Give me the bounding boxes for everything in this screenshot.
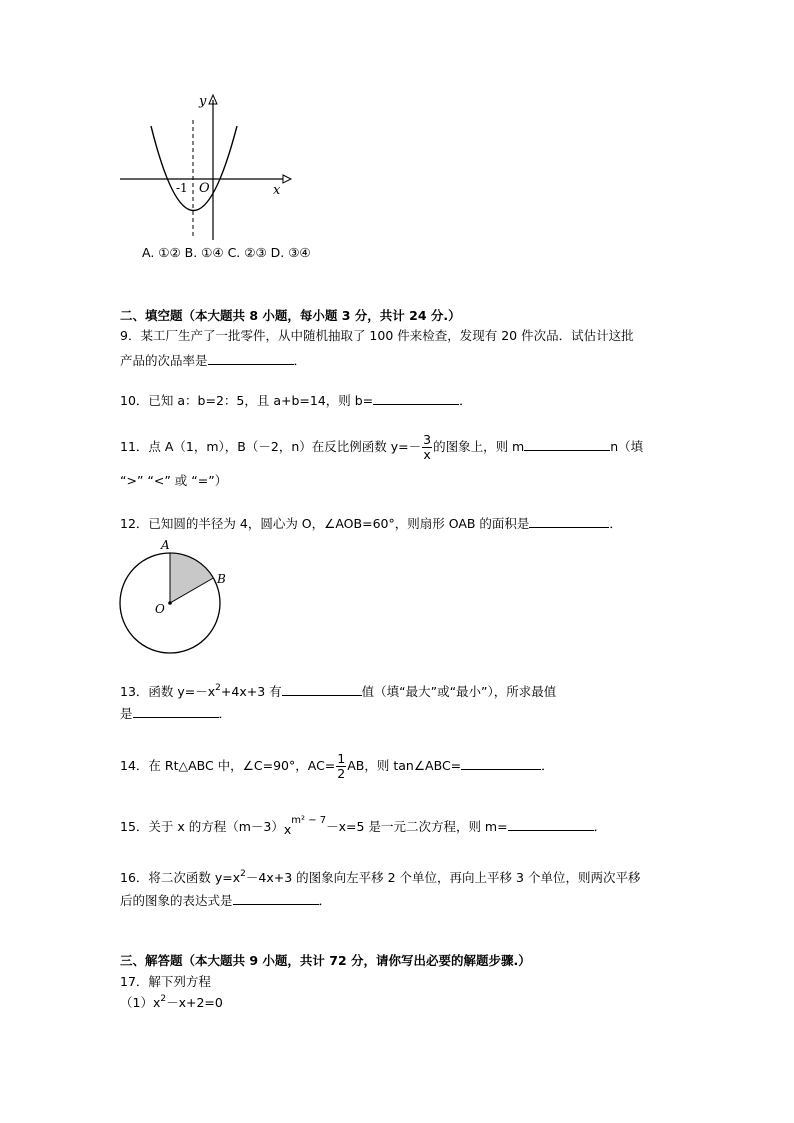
parabola-curve — [151, 126, 237, 211]
answer-choices: A. ①② B. ①④ C. ②③ D. ③④ — [142, 245, 311, 260]
question-16-exponent: 2 — [240, 869, 246, 879]
question-13-line2-text: 是 — [120, 706, 133, 721]
question-17-part1-exponent: 2 — [160, 994, 167, 1004]
question-13-end: 值（填“最大”或“最小”），所求最值 — [361, 684, 557, 699]
answer-blank-15[interactable] — [508, 818, 594, 831]
question-17-part1 — [120, 995, 223, 1011]
label-a: A — [161, 538, 170, 552]
question-11-pre: 11．点 A（1，m），B（－2，n）在反比例函数 y=－ — [120, 439, 422, 454]
question-12 — [120, 515, 622, 532]
question-14-pre: 14．在 Rt△ABC 中，∠C=90°，AC= — [120, 758, 336, 773]
question-12-text: 12．已知圆的半径为 4，圆心为 O，∠AOB=60°，则扇形 OAB 的面积是 — [120, 516, 530, 531]
question-16-post: －4x+3 的图象向左平移 2 个单位，再向上平移 3 个单位，则两次平移 — [245, 870, 641, 885]
fraction-numerator: 1 — [337, 751, 346, 766]
question-10-end: ． — [459, 393, 472, 408]
question-11-end: n（填 — [610, 439, 644, 454]
question-9-line1: 9．某工厂生产了一批零件，从中随机抽取了 100 件来检查，发现有 20 件次品．试估计这批 — [120, 328, 634, 343]
fraction-numerator: 3 — [423, 432, 432, 447]
answer-blank-12[interactable] — [529, 515, 609, 528]
section-2-title: 二、填空题（本大题共 8 小题，每小题 3 分，共计 24 分.） — [120, 308, 461, 323]
fraction-denominator: x — [423, 447, 431, 462]
question-15-pre: 15．关于 x 的方程（m－3） — [120, 819, 284, 834]
x-axis-label: x — [273, 183, 281, 198]
question-15-exponent: m² − 7 — [291, 815, 327, 826]
question-10-text: 10．已知 a：b=2：5，且 a+b=14，则 b= — [120, 393, 374, 408]
question-15-base: x — [283, 822, 292, 837]
sector-oab — [170, 553, 213, 603]
answer-blank-9[interactable] — [208, 352, 294, 365]
question-14-end: ． — [541, 758, 554, 773]
parabola-graph — [115, 90, 295, 250]
question-15-end: ． — [593, 819, 607, 834]
fraction-denominator: 2 — [337, 766, 346, 781]
origin-label: O — [199, 181, 210, 196]
question-9-text: 产品的次品率是 — [120, 353, 208, 368]
answer-blank-10[interactable] — [373, 392, 459, 405]
question-11-line2: “>” “<” 或 “=”） — [120, 473, 228, 488]
answer-blank-13b[interactable] — [133, 705, 219, 718]
label-b: B — [217, 572, 226, 586]
question-13 — [120, 683, 556, 700]
question-14 — [120, 752, 554, 781]
label-o: O — [155, 602, 165, 616]
question-16-line2 — [120, 892, 331, 909]
question-16-end: ． — [318, 893, 332, 908]
question-14-post: AB，则 tan∠ABC= — [347, 758, 462, 773]
y-axis-label: y — [199, 94, 207, 109]
fraction-3-over-x — [422, 433, 432, 462]
question-13-exponent: 2 — [215, 683, 221, 693]
sector-figure — [115, 535, 240, 675]
question-13-post: +4x+3 有 — [220, 684, 282, 699]
question-13-pre: 13．函数 y=－x — [120, 684, 216, 699]
center-point — [168, 601, 172, 605]
question-16-pre: 16．将二次函数 y=x — [120, 870, 241, 885]
question-13-end2: ． — [218, 706, 232, 721]
question-16 — [120, 870, 640, 886]
question-12-end: ． — [609, 516, 622, 531]
question-9-end: ． — [293, 353, 307, 368]
question-17-part1-post: －x+2=0 — [166, 995, 223, 1010]
question-10 — [120, 392, 472, 409]
answer-blank-16[interactable] — [233, 892, 319, 905]
answer-blank-11[interactable] — [524, 438, 610, 451]
question-15-post: －x=5 是一元二次方程，则 m= — [326, 819, 508, 834]
question-9-line2 — [120, 352, 306, 369]
question-17-part1-pre: （1）x — [120, 995, 161, 1010]
question-11-post: 的图象上，则 m — [433, 439, 525, 454]
fraction-one-half — [336, 752, 346, 781]
question-16-line2-text: 后的图象的表达式是 — [120, 893, 233, 908]
question-11 — [120, 433, 643, 462]
neg-one-label: -1 — [176, 181, 188, 195]
answer-blank-13a[interactable] — [282, 683, 362, 696]
question-17-title: 17．解下列方程 — [120, 974, 211, 989]
section-3-title: 三、解答题（本大题共 9 小题，共计 72 分，请你写出必要的解题步骤.） — [120, 953, 531, 968]
answer-blank-14[interactable] — [461, 757, 541, 770]
question-13-line2 — [120, 705, 231, 722]
x-axis-arrow — [283, 175, 291, 183]
question-15 — [120, 815, 607, 837]
